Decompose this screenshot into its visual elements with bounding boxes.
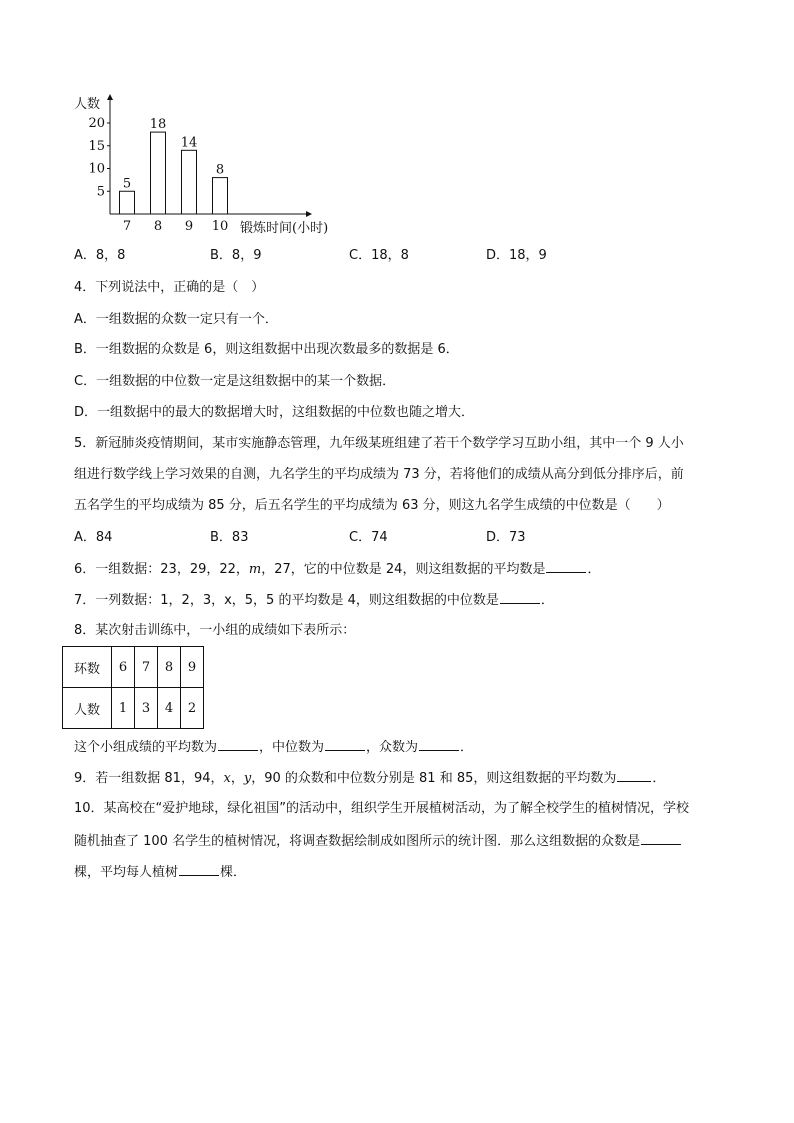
chart-bars <box>120 117 229 234</box>
table-cell: 7 <box>135 647 158 688</box>
table-row <box>63 647 204 688</box>
y-tick-label: 15 <box>88 138 105 154</box>
q9-answer-blank[interactable] <box>617 768 651 782</box>
table-cell: 1 <box>112 688 135 729</box>
q9-var-y: y <box>243 771 252 786</box>
q5-option-c[interactable]: C．74 <box>349 530 388 545</box>
bar <box>182 150 197 214</box>
table-cell: 3 <box>135 688 158 729</box>
score-table <box>62 646 204 729</box>
bar-value-label: 14 <box>180 135 198 151</box>
q3-option-c[interactable]: C．18，8 <box>349 248 409 263</box>
q5-line-2: 组进行数学线上学习效果的自测，九名学生的平均成绩为 73 分，若将他们的成绩从高分到低分排序后，前 <box>74 467 684 482</box>
q7-text-end: ． <box>540 593 554 608</box>
x-axis-label: 锻炼时间(小时) <box>240 221 329 236</box>
q10-line-2 <box>74 831 682 852</box>
y-tick-label: 20 <box>88 116 105 131</box>
q4-option-b[interactable]: B．一组数据的众数是 6，则这组数据中出现次数最多的数据是 6． <box>74 342 459 357</box>
bar <box>213 178 228 214</box>
table-cell: 4 <box>158 688 181 729</box>
y-tick-label: 5 <box>96 184 105 200</box>
bar <box>151 132 166 214</box>
y-axis-label: 人数 <box>74 97 101 112</box>
q10-line-3 <box>74 862 246 883</box>
q9 <box>74 768 665 789</box>
q8-median-blank[interactable] <box>325 737 365 751</box>
y-axis-arrow <box>107 94 113 100</box>
q10-average-blank[interactable] <box>179 862 219 876</box>
q5-line-1: 5．新冠肺炎疫情期间，某市实施静态管理，九年级某班组建了若干个数学学习互助小组，其中一个 9 人小 <box>74 436 684 451</box>
x-tick-label: 8 <box>153 219 163 234</box>
q6 <box>74 559 600 580</box>
q6-text-end: ． <box>587 562 601 577</box>
q10-text-3: 棵，平均每人植树 <box>74 865 179 880</box>
q8-mode-blank[interactable] <box>419 737 459 751</box>
table-cell: 6 <box>112 647 135 688</box>
table-cell: 8 <box>158 647 181 688</box>
table-cell: 9 <box>181 647 204 688</box>
y-tick-label: 10 <box>88 161 105 177</box>
q8-stem: 8．某次射击训练中，一小组的成绩如下表所示： <box>74 623 356 638</box>
q6-variable: m <box>248 562 262 577</box>
q5-option-a[interactable]: A．84 <box>74 530 113 545</box>
q10-text-2: 随机抽查了 100 名学生的植树情况，将调查数据绘制成如图所示的统计图．那么这组数据的众数是 <box>74 834 641 849</box>
bar-chart <box>74 92 344 238</box>
x-tick-label: 9 <box>184 219 194 234</box>
bar-value-label: 5 <box>122 176 132 192</box>
q7-text-pre: 7．一列数据：1，2，3，x，5，5 的平均数是 4，则这组数据的中位数是 <box>74 593 499 608</box>
bar <box>120 191 135 214</box>
q3-option-d[interactable]: D．18，9 <box>486 248 547 263</box>
q8-text-mean: 这个小组成绩的平均数为 <box>74 740 218 755</box>
table-row <box>63 688 204 729</box>
q8-text-median: ，中位数为 <box>259 740 325 755</box>
q4-stem: 4．下列说法中，正确的是（ ） <box>74 280 265 295</box>
q8-answer-line <box>74 737 473 758</box>
q9-sep: ， <box>230 771 244 786</box>
x-axis-arrow <box>306 211 312 217</box>
x-tick-label: 7 <box>122 219 132 234</box>
table-header-people: 人数 <box>63 688 112 729</box>
q7-answer-blank[interactable] <box>500 590 540 604</box>
q3-option-a[interactable]: A．8，8 <box>74 248 126 263</box>
q9-text-post: ，90 的众数和中位数分别是 81 和 85，则这组数据的平均数为 <box>251 771 617 786</box>
q6-text-post: ，27，它的中位数是 24，则这组数据的平均数是 <box>261 562 546 577</box>
q5-line-3: 五名学生的平均成绩为 85 分，后五名学生的平均成绩为 63 分，则这九名学生成绩的中位数是（ ） <box>74 498 670 513</box>
q9-text-pre: 9．若一组数据 81，94， <box>74 771 224 786</box>
q9-text-end: ． <box>652 771 666 786</box>
bar-value-label: 18 <box>149 117 167 133</box>
q6-answer-blank[interactable] <box>546 559 586 573</box>
table-header-rings: 环数 <box>63 647 112 688</box>
q4-option-d[interactable]: D．一组数据中的最大的数据增大时，这组数据的中位数也随之增大． <box>74 405 475 420</box>
q5-option-d[interactable]: D．73 <box>486 530 526 545</box>
q10-line-1: 10．某高校在“爱护地球，绿化祖国”的活动中，组织学生开展植树活动，为了解全校学生的植树情况，学校 <box>74 801 690 816</box>
q4-option-c[interactable]: C．一组数据的中位数一定是这组数据中的某一个数据． <box>74 374 396 389</box>
q9-var-x: x <box>223 771 231 786</box>
q4-option-a[interactable]: A．一组数据的众数一定只有一个． <box>74 312 278 327</box>
x-tick-label: 10 <box>211 219 229 234</box>
q10-mode-blank[interactable] <box>641 831 681 845</box>
q10-text-end: 棵． <box>220 865 247 880</box>
q6-text-pre: 6．一组数据：23，29，22， <box>74 562 249 577</box>
bar-value-label: 8 <box>215 162 225 178</box>
q8-text-mode: ，众数为 <box>366 740 419 755</box>
q7 <box>74 590 554 611</box>
q5-option-b[interactable]: B．83 <box>210 530 249 545</box>
q8-text-end: ． <box>460 740 474 755</box>
q3-option-b[interactable]: B．8，9 <box>210 248 262 263</box>
table-cell: 2 <box>181 688 204 729</box>
q8-mean-blank[interactable] <box>218 737 258 751</box>
